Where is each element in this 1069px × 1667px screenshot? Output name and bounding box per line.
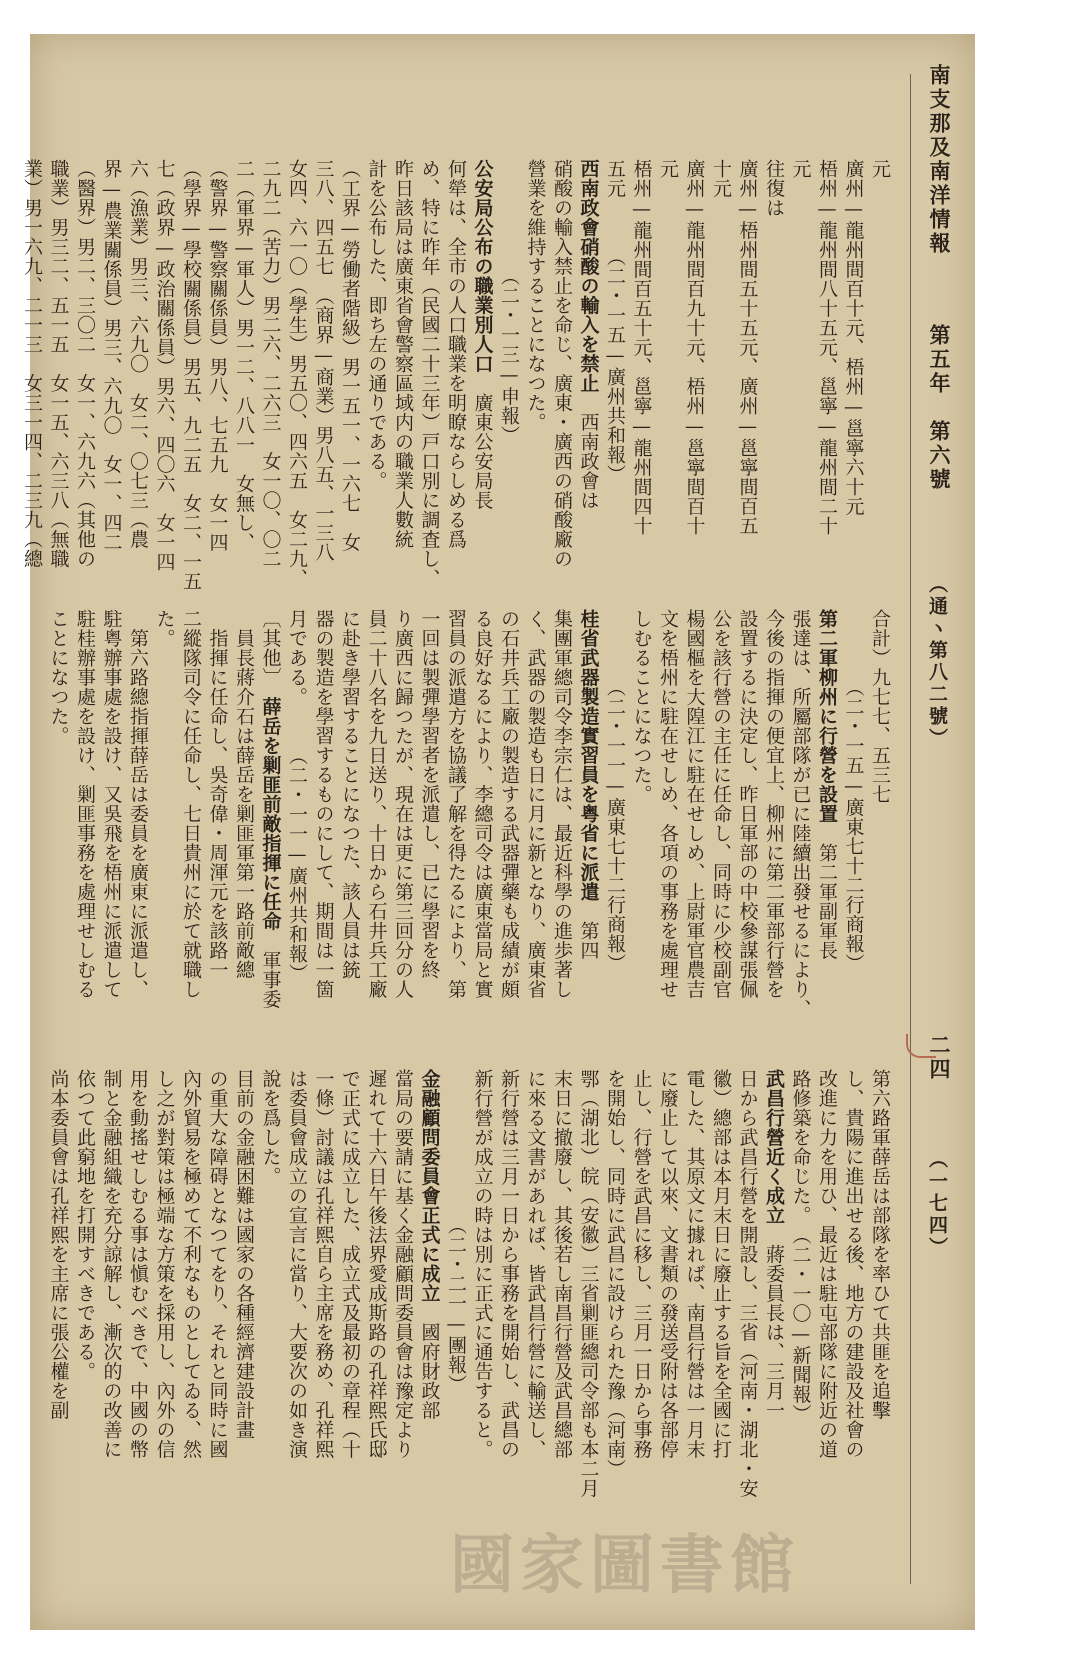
middle-line: く、武器の製造も日に月に新となり、廣東省 xyxy=(524,609,547,999)
library-watermark: 國家圖書館 xyxy=(450,1528,800,1603)
top_right-line: 營業を維持することになつた。 xyxy=(524,159,547,432)
text-block-middle xyxy=(45,609,893,1019)
top_right-line: 元 xyxy=(789,159,812,179)
top_right-line: 廣州—龍州間百十元、梧州—邕寧六十元 xyxy=(842,159,865,516)
middle-line: の石井兵工廠の製造する武器彈藥も成績が頗 xyxy=(498,609,520,999)
top_right-line: 廣州—龍州間百九十元、梧州—邕寧間百十 xyxy=(683,159,706,536)
bottom-line: で正式に成立した、成立式及最初の章程（十 xyxy=(339,1069,361,1459)
text-block-bottom xyxy=(45,1069,893,1498)
middle-line: 張達は、所屬部隊が已に陸續出發せるにより、 xyxy=(789,609,812,1019)
bottom-line: し、貴陽に進出せる後、地方の建設及社會の xyxy=(842,1069,865,1459)
bottom-line: 末日に撤廢し、其後若し南昌行營及武昌總部 xyxy=(551,1069,573,1459)
middle-line: 文を梧州に駐在せしめ、各項の事務を處理せ xyxy=(657,609,679,999)
middle-line: （二・一五—廣東七十二行商報） xyxy=(842,609,865,973)
pencil-mark xyxy=(906,1034,936,1058)
middle-line: 集團軍總司令李宗仁は、最近科學の進歩著し xyxy=(551,609,573,999)
bottom-line: 路修築を命じた。 （二・一〇—新聞報） xyxy=(789,1069,812,1424)
top_right-line: 二（軍界—軍人）男一二、八八一 女無し、 xyxy=(233,159,255,552)
top_right-line: 七（政界—政治關係員）男六、四〇六 女一四 xyxy=(153,159,176,572)
middle-line: 駐粤辦事處を設け、又吳飛を梧州に派遣して xyxy=(100,609,123,999)
bottom-line: 徽）總部は本月末日に廢止する旨を全國に打 xyxy=(710,1069,732,1459)
magazine-title: 南支那及南洋情報 xyxy=(927,64,952,256)
middle-line: （二・一一—廣東七十二行商報） xyxy=(604,609,626,973)
middle-line: 第六路總指揮薛岳は委員を廣東に派遣し、 xyxy=(127,609,149,999)
page-number-total: （一七四） xyxy=(926,1149,948,1259)
bottom-line: 新行營は三月一日から事務を開始し、武昌の xyxy=(498,1069,520,1459)
bottom-line: （二・二一—團報） xyxy=(445,1069,467,1394)
middle-line: に赴き學習することになつた、該人員は銃 xyxy=(339,609,361,980)
middle-line: 合計）九七七、五三七 xyxy=(869,609,891,804)
middle-line: 習員の派遣方を協議了解を得たるにより、第 xyxy=(445,609,467,999)
top_right-line: 梧州—龍州間百五十元、邕寧—龍州間四十 xyxy=(630,159,653,536)
top_right-line: 三八、四五七 （商界—商業）男八五、一三八 xyxy=(312,159,335,562)
top_right-line: 往復は xyxy=(763,159,785,218)
middle-line: 桂省武器製造實習員を粤省に派遣 第四 xyxy=(577,609,600,960)
top_right-line: 計を公布した、即ち左の通りである。 xyxy=(365,159,388,491)
bottom-line: 目前の金融困難は國家の各種經濟建設計畫 xyxy=(233,1069,255,1440)
middle-line: 員長蔣介石は薛岳を剿匪軍第一路前敵總 xyxy=(233,609,255,980)
middle-line: 月である。 （二・一一—廣州共和報） xyxy=(286,609,308,983)
volume-issue: 第五年 第六號 xyxy=(927,324,952,492)
top_right-line: 西南政會硝酸の輸入を禁止 西南政會は xyxy=(577,159,600,510)
bottom-line: 新行營が成立の時は別に正式に通告すると。 xyxy=(471,1069,494,1459)
bottom-line: 尚本委員會は孔祥熙を主席に張公權を副 xyxy=(47,1069,70,1420)
middle-line: 指揮に任命し、吳奇偉・周渾元を該路一 xyxy=(206,609,229,980)
middle-line: 今後の指揮の便宜上、柳州に第二軍部行營を xyxy=(763,609,785,999)
middle-line: 一回は製彈學習者を派遣し、已に學習を終 xyxy=(418,609,441,980)
bottom-line: 武昌行營近く成立 蔣委員長は、三月一 xyxy=(763,1069,785,1420)
bottom-line: を開始し、同時に武昌に設けられた豫（河南） xyxy=(604,1069,626,1479)
top_right-line: 元 xyxy=(869,159,891,179)
top_right-line: 業）男一六九、二一三 女三一四、二三九（總 xyxy=(21,159,43,569)
top_right-line: 二九二（苦力）男二六、二六三 女一〇、〇二 xyxy=(259,159,282,569)
top_right-line: 昨日該局は廣東省會警察區域内の職業人數統 xyxy=(392,159,414,549)
top_right-line: （二・一三—申報） xyxy=(498,159,520,445)
bottom-line: 用を動搖せしむる事は愼むべきで、中國の幣 xyxy=(127,1069,149,1459)
middle-line: 器の製造を學習するものにして、期間は一箇 xyxy=(312,609,335,999)
middle-line: 二縱隊司令に任命し、七日貴州に於て就職し xyxy=(180,609,202,999)
top_right-line: 梧州—龍州間八十五元、邕寧—龍州間二十 xyxy=(816,159,838,536)
top_right-line: 何犖は、全市の人口職業を明瞭ならしめる爲 xyxy=(445,159,467,549)
bottom-line: 改進に力を用ひ、最近は駐屯部隊に附近の道 xyxy=(816,1069,838,1459)
top_right-line: （醫界）男二、三〇二 女一、六九六（其他の xyxy=(74,159,96,569)
middle-line: 員二十八名を九日送り、十日から石井兵工廠 xyxy=(365,609,388,999)
top_right-line: （學界—學校關係員）男五、九二五 女二、一五 xyxy=(180,159,202,591)
top_right-line: 硝酸の輸入禁止を命じ、廣東・廣西の硝酸廠の xyxy=(551,159,573,569)
bottom-line: 遲れて十六日午後法界愛成斯路の孔祥熙氏邸 xyxy=(365,1069,388,1459)
middle-line: る良好なるにより、李總司令は廣東當局と實 xyxy=(471,609,494,999)
bottom-line: 說を爲した。 xyxy=(259,1069,282,1186)
top_right-line: 十元 xyxy=(710,159,732,198)
header-rule xyxy=(910,74,911,1584)
middle-line: ことになつた。 xyxy=(47,609,70,746)
bottom-line: に廢止して以來、文書類の發送受附は各部停 xyxy=(657,1069,679,1459)
middle-line: 公を該行營の主任に任命し、同時に少校副官 xyxy=(710,609,732,999)
bottom-line: し之が對策は極端な方策を採用し、內外の信 xyxy=(153,1069,176,1459)
bottom-line: に來る文書があれば、皆武昌行營に輸送し、 xyxy=(524,1069,547,1459)
bottom-line: の重大な障碍となつてをり、それと同時に國 xyxy=(206,1069,229,1459)
bottom-line: 止し、行營を武昌に移し、三月一日から事務 xyxy=(630,1069,653,1459)
bottom-line: は委員會成立の宣言に當り、大要次の如き演 xyxy=(286,1069,308,1459)
middle-line: しむることになつた。 xyxy=(630,609,653,804)
middle-line: 〔其他〕 薛岳を剿匪前敵指揮に任命 軍事委 xyxy=(259,609,282,1009)
bottom-line: 內外貿易を極めて不利なものとしてゐる、然 xyxy=(180,1069,202,1459)
bottom-line: 一條）討議は孔祥熙自ら主席を務め、孔祥熙 xyxy=(312,1069,335,1459)
top_right-line: （工界—勞働者階級）男一五一、一六七 女 xyxy=(339,159,361,552)
middle-line: り廣西に歸つたが、現在は更に第三回分の人 xyxy=(392,609,414,999)
bottom-line: 依つて此窮地を打開すべきである。 xyxy=(74,1069,96,1381)
top_right-line: 廣州—梧州間五十五元、廣州—邕寧間百五 xyxy=(736,159,759,536)
bottom-line: 當局の要請に基く金融顧問委員會は豫定より xyxy=(392,1069,414,1459)
page-scan xyxy=(21,34,975,1630)
bottom-line: 鄂（湖北）皖（安徽）三省剿匪總司令部も本二月 xyxy=(577,1069,600,1498)
top_right-line: 六（漁業）男三、六九〇 女二、〇七三（農 xyxy=(127,159,149,549)
top_right-line: 女四、六一〇（學生）男五〇、四六五 女二九、 xyxy=(286,159,308,588)
serial-number: （通ヽ第八二號） xyxy=(926,574,948,750)
bottom-line: 制と金融組織を充分諒解し、漸次的の改善に xyxy=(100,1069,123,1459)
bottom-line: 電した、其原文に據れば、南昌行營は一月末 xyxy=(683,1069,706,1459)
top_right-line: 元 xyxy=(657,159,679,179)
text-block-top xyxy=(19,159,894,591)
middle-line: 第二軍柳州に行營を設置 第二軍副軍長 xyxy=(816,609,838,960)
middle-line: 駐桂辦事處を設け、剿匪事務を處理せしむる xyxy=(74,609,96,999)
middle-line: 楊國樞を大隍江に駐在せしめ、上尉軍官農吉 xyxy=(683,609,706,999)
bottom-line: 日から武昌行營を開設し、三省（河南・湖北・安 xyxy=(736,1069,759,1498)
top_right-line: 職業）男三二、五一五 女一五、六三八（無職 xyxy=(47,159,70,569)
top_right-line: 五元 （二・一五—廣州共和報） xyxy=(604,159,626,484)
bottom-line: 第六路軍薛岳は部隊を率ひて共匪を追擊 xyxy=(869,1069,891,1420)
top_right-line: 公安局公布の職業別人口 廣東公安局長 xyxy=(471,159,494,510)
top_right-line: 界—農業關係員）男三、六九〇 女一、四二 xyxy=(100,159,123,552)
middle-line: 設置するに決定し、昨日軍部の中校參謀張佩 xyxy=(736,609,759,999)
middle-line: た。 xyxy=(153,609,176,648)
bottom-line: 金融顧問委員會正式に成立 國府財政部 xyxy=(418,1069,441,1420)
top_right-line: （警界—警察關係員）男八、七五九 女一四 xyxy=(206,159,229,552)
top_right-line: め、特に昨年（民國二十三年）戸口別に調査し、 xyxy=(418,159,441,588)
page-number-local: 二四 xyxy=(927,1034,952,1082)
